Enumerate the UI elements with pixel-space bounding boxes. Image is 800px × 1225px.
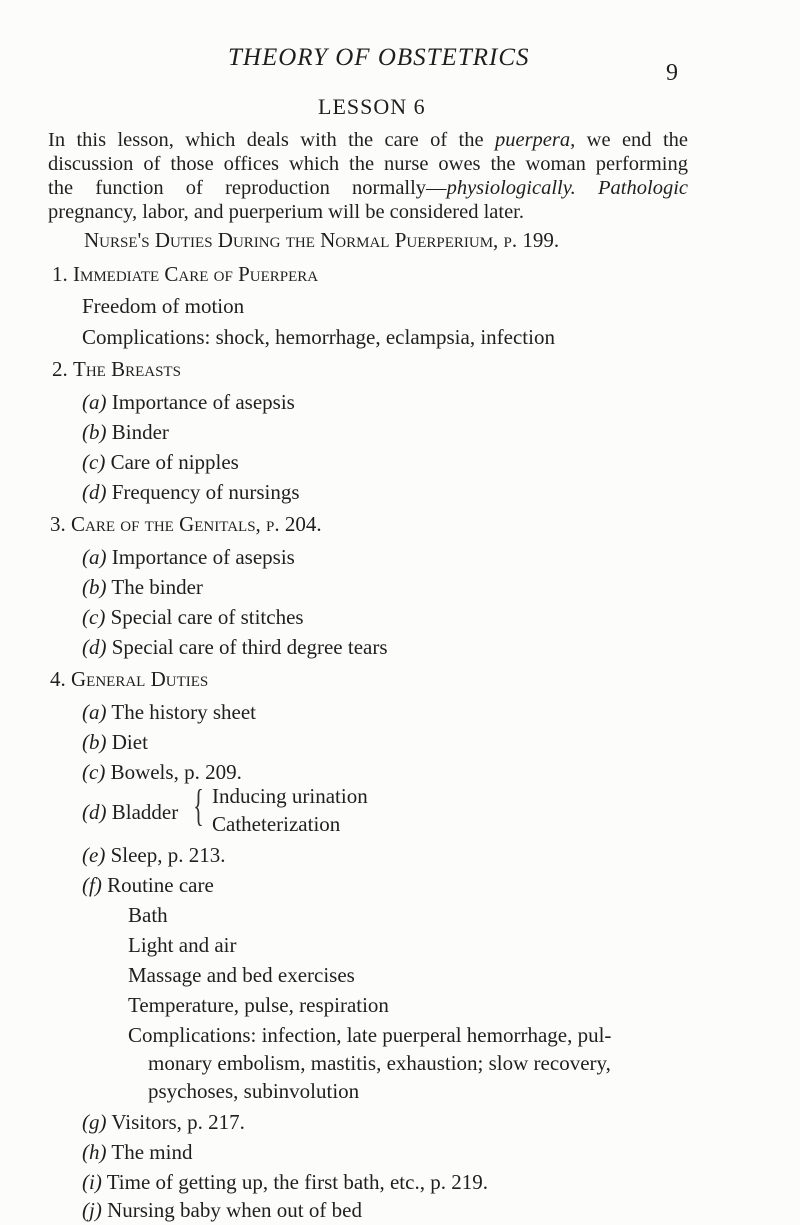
list-item: (g) Visitors, p. 217. bbox=[82, 1110, 245, 1134]
intro-line-3-italic: physiologically. Pathologic bbox=[446, 177, 688, 199]
list-item: (f) Routine care bbox=[82, 873, 214, 897]
section-2-heading: 2. The Breasts bbox=[52, 357, 181, 381]
list-item: (c) Special care of stitches bbox=[82, 605, 304, 629]
section-1-line: Freedom of motion bbox=[82, 294, 245, 318]
section-1-line: Complications: shock, hemorrhage, eclampsia, infection bbox=[82, 325, 555, 349]
list-item: (j) Nursing baby when out of bed bbox=[82, 1198, 362, 1222]
intro-line-2: discussion of those offices which the nurse owes the woman performing bbox=[48, 153, 688, 175]
list-item: (a) Importance of asepsis bbox=[82, 390, 295, 414]
intro-paragraph bbox=[48, 128, 688, 224]
lesson-title: LESSON 6 bbox=[318, 94, 426, 119]
sub-item: Temperature, pulse, respiration bbox=[128, 993, 389, 1017]
section-3-heading: 3. Care of the Genitals, p. 204. bbox=[50, 512, 322, 536]
intro-line-3: the function of reproduction normally— bbox=[48, 177, 447, 199]
complications-line: psychoses, subinvolution bbox=[148, 1079, 360, 1103]
list-item: (a) The history sheet bbox=[82, 700, 257, 724]
intro-line-1: In this lesson, which deals with the care of the bbox=[48, 129, 495, 151]
list-item: (c) Care of nipples bbox=[82, 450, 239, 474]
complications-line: Complications: infection, late puerperal hemorrhage, pul- bbox=[128, 1023, 612, 1047]
list-item: (b) The binder bbox=[82, 575, 203, 599]
complications-line: monary embolism, mastitis, exhaustion; slow recovery, bbox=[148, 1051, 611, 1075]
list-item: (b) Diet bbox=[82, 730, 148, 754]
list-item: (c) Bowels, p. 209. bbox=[82, 760, 242, 784]
section-4-heading: 4. General Duties bbox=[50, 667, 209, 691]
list-item: (d) Frequency of nursings bbox=[82, 480, 300, 504]
sub-item: Inducing urination bbox=[212, 784, 368, 808]
sub-item: Light and air bbox=[128, 933, 237, 957]
running-header: THEORY OF OBSTETRICS bbox=[228, 44, 530, 71]
outline-heading: Nurse's Duties During the Normal Puerperium, p. 199. bbox=[84, 228, 560, 252]
list-item: (h) The mind bbox=[82, 1140, 193, 1164]
intro-line-1-end: we end the bbox=[575, 129, 688, 151]
intro-term: puerpera, bbox=[494, 129, 576, 151]
list-item: (e) Sleep, p. 213. bbox=[82, 843, 226, 867]
page-number: 9 bbox=[666, 60, 678, 86]
sub-item: Catheterization bbox=[212, 812, 341, 836]
list-item: (b) Binder bbox=[82, 420, 169, 444]
brace: { bbox=[193, 781, 204, 830]
sub-item: Bath bbox=[128, 903, 168, 927]
list-item: (i) Time of getting up, the first bath, etc., p. 219. bbox=[82, 1170, 488, 1194]
list-item: (d) Bladder bbox=[82, 800, 179, 824]
intro-line-4: pregnancy, labor, and puerperium will be considered later. bbox=[48, 201, 525, 223]
list-item: (a) Importance of asepsis bbox=[82, 545, 295, 569]
section-1-heading: 1. Immediate Care of Puerpera bbox=[52, 262, 319, 286]
sub-item: Massage and bed exercises bbox=[128, 963, 355, 987]
list-item: (d) Special care of third degree tears bbox=[82, 635, 388, 659]
